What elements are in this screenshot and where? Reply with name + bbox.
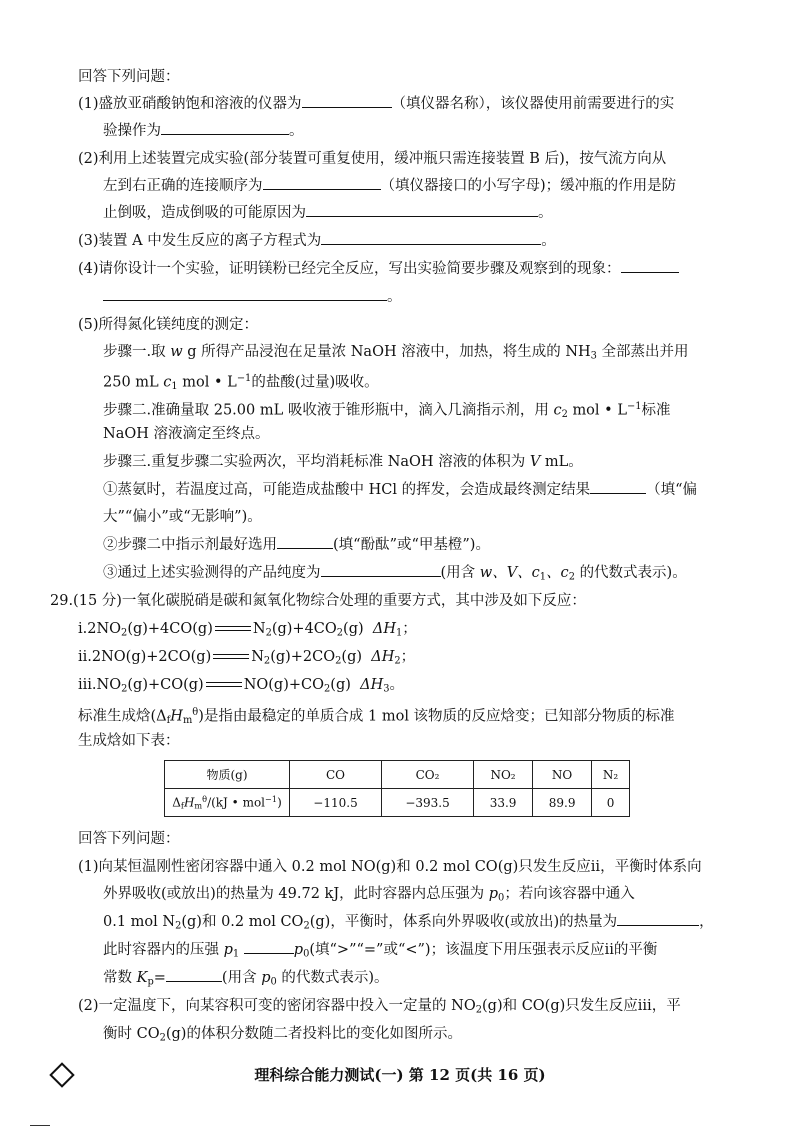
- standard-enthalpy-line-1: 标准生成焓$(\Delta_fH_m^\theta)$是指由最稳定的单质合成 1 mol 该物质的反应焓变；已知部分物质的标准: [78, 707, 675, 726]
- question-3: (3)装置 A 中发生反应的离子方程式为 。: [78, 230, 556, 252]
- answer-blank[interactable]: [617, 911, 699, 926]
- reaction-2: ⅱ.2NO(g)+2CO(g) $N_2(g)+2CO_2(g)$ $\Delta H_2$；: [78, 649, 416, 667]
- divider: [30, 1125, 50, 1126]
- step-2-line-1: 步骤二.准确量取 25.00 mL 吸收液于锥形瓶中，滴入几滴指示剂，用 $c_2$ mol • $L^{-1}$标准: [103, 401, 671, 420]
- question-29-head: 29.(15 分)一氧化碳脱硝是碳和氮氧化物综合处理的重要方式，其中涉及如下反应：: [50, 593, 586, 609]
- answer-intro: 回答下列问题：: [78, 831, 180, 847]
- table-cell: 89.9: [533, 789, 592, 817]
- standard-enthalpy-line-2: 生成焓如下表：: [78, 733, 180, 749]
- page-footer: 理科综合能力测试(一) 第 12 页(共 16 页): [254, 1066, 546, 1084]
- equilibrium-arrow-icon: [206, 680, 242, 690]
- answer-blank[interactable]: [161, 120, 289, 135]
- question-5-title: (5)所得氮化镁纯度的测定：: [78, 317, 259, 333]
- answer-blank[interactable]: [306, 202, 538, 217]
- table-cell: CO: [290, 761, 382, 789]
- reaction-1: $ⅰ.2NO_2(g)+4CO(g)$ $N_2(g)+4CO_2(g)$ $\Delta H_1$；: [78, 621, 417, 639]
- sub-question-1-line-2: 大”“偏小”或“无影响”)。: [103, 509, 262, 525]
- answer-blank[interactable]: [103, 286, 387, 301]
- table-cell: −393.5: [382, 789, 474, 817]
- table-cell: 物质(g): [165, 761, 290, 789]
- table-row-label: $\Delta_fH_m^\theta/(kJ$ • mol$^{-1}$): [165, 789, 290, 817]
- part-1-line-1: (1)向某恒温刚性密闭容器中通入 0.2 mol NO(g)和 0.2 mol CO(g)只发生反应ⅱ，平衡时体系向: [78, 859, 702, 875]
- table-cell: 0: [592, 789, 630, 817]
- sub-question-3: ③通过上述实验测得的产品纯度为 (用含 w、V、$c_1$、$c_2$ 的代数式表示)。: [103, 562, 687, 588]
- enthalpy-table: [164, 760, 630, 817]
- question-2-line-1: (2)利用上述装置完成实验(部分装置可重复使用，缓冲瓶只需连接装置 B 后)，按气流方向从: [78, 151, 667, 167]
- step-2-line-2: NaOH 溶液滴定至终点。: [103, 426, 270, 442]
- question-1-line-2: 验操作为 。: [103, 120, 304, 142]
- part-1-line-4: 此时容器内的压强 $p_1$ $p_0$(填“>”“=”或“<”)；该温度下用压强表示反应ⅱ的平衡: [103, 939, 657, 965]
- equilibrium-arrow-icon: [213, 652, 249, 662]
- table-cell: NO₂: [474, 761, 533, 789]
- sub-question-1-line-1: ①蒸氨时，若温度过高，可能造成盐酸中 HCl 的挥发，会造成最终测定结果 （填“偏: [103, 479, 697, 501]
- sub-question-2: ②步骤二中指示剂最好选用 (填“酚酞”或“甲基橙”)。: [103, 534, 490, 556]
- question-4-line-1: (4)请你设计一个实验，证明镁粉已经完全反应，写出实验简要步骤及观察到的现象：: [78, 258, 679, 280]
- step-1-line-2: 250 mL $c_1$ mol • $L^{-1}$的盐酸(过量)吸收。: [103, 373, 379, 392]
- answer-blank[interactable]: [590, 479, 646, 494]
- question-1-line-1: (1)盛放亚硝酸钠饱和溶液的仪器为 （填仪器名称），该仪器使用前需要进行的实: [78, 93, 674, 115]
- part-1-line-2: 外界吸收(或放出)的热量为 49.72 kJ，此时容器内总压强为 $p_0$；若向该容器中通入: [103, 886, 635, 904]
- answer-blank[interactable]: [244, 939, 294, 954]
- question-2-line-2: 左到右正确的连接顺序为 （填仪器接口的小写字母)；缓冲瓶的作用是防: [103, 175, 676, 197]
- answer-blank[interactable]: [621, 258, 679, 273]
- intro-text: 回答下列问题：: [78, 69, 180, 85]
- answer-blank[interactable]: [321, 230, 541, 245]
- table-cell: N₂: [592, 761, 630, 789]
- step-3: 步骤三.重复步骤二实验两次，平均消耗标准 NaOH 溶液的体积为 V mL。: [103, 454, 583, 470]
- answer-blank[interactable]: [277, 534, 333, 549]
- answer-blank[interactable]: [263, 175, 381, 190]
- part-1-line-5: 常数 $K_p=$ (用含 $p_0$ 的代数式表示)。: [103, 967, 389, 993]
- table-cell: −110.5: [290, 789, 382, 817]
- table-cell: CO₂: [382, 761, 474, 789]
- table-cell: 33.9: [474, 789, 533, 817]
- answer-blank[interactable]: [166, 967, 222, 982]
- answer-blank[interactable]: [321, 562, 441, 577]
- table-cell: NO: [533, 761, 592, 789]
- question-4-line-2: 。: [103, 286, 402, 308]
- reaction-3: $ⅲ.NO_2(g)+CO(g)$ $NO(g)+CO_2(g)$ $\Delta H_3$。: [78, 677, 404, 695]
- table-row: [165, 789, 630, 817]
- equilibrium-arrow-icon: [215, 624, 251, 634]
- part-1-line-3: 0.1 mol $N_2(g)$和 0.2 mol $CO_2(g)$，平衡时，体系向外界吸收(或放出)的热量为 ，: [103, 911, 714, 937]
- answer-blank[interactable]: [302, 93, 392, 108]
- question-2-line-3: 止倒吸，造成倒吸的可能原因为 。: [103, 202, 553, 224]
- part-2-line-2: 衡时 $CO_2(g)$的体积分数随二者投料比的变化如图所示。: [103, 1026, 462, 1044]
- step-1-line-1: 步骤一.取 w g 所得产品浸泡在足量浓 NaOH 溶液中，加热，将生成的 $NH_3$ 全部蒸出并用: [103, 344, 689, 362]
- part-2-line-1: (2)一定温度下，向某容积可变的密闭容器中投入一定量的 $NO_2(g)$和 CO(g)只发生反应ⅲ，平: [78, 998, 681, 1016]
- table-header-row: [165, 761, 630, 789]
